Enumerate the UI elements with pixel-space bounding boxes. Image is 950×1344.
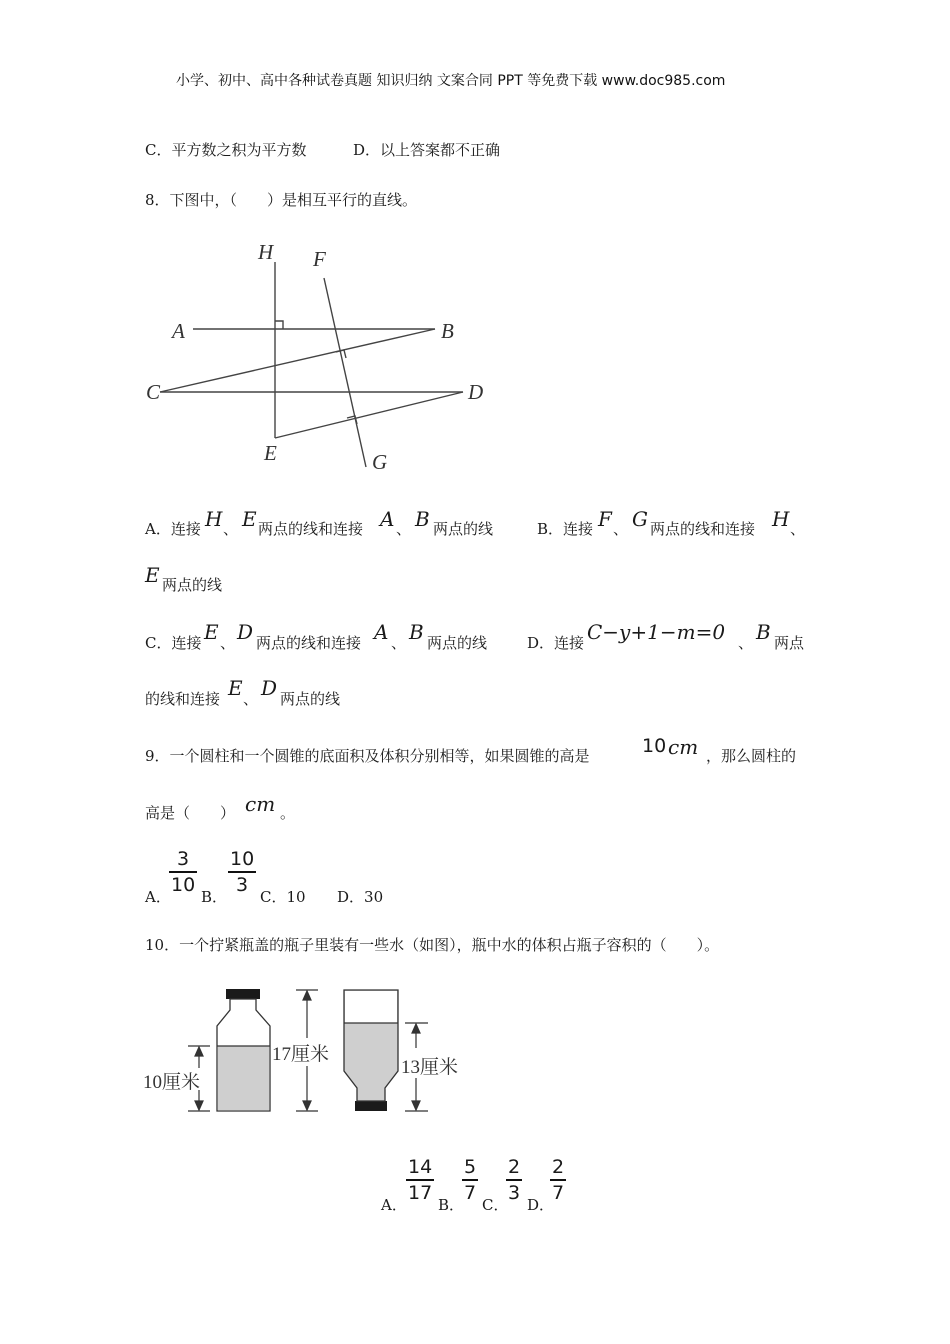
q9-stem-end: ，那么圆柱的 [706,747,797,765]
q8-option-c-sep: 、 [220,634,236,652]
q8-parallel-lines-figure [140,235,500,480]
q8-option-d-suffix: 两点的线 [280,690,341,708]
line-FG [324,278,366,467]
q8-option-d-var1: B [756,620,771,644]
q8-option-b-mid: 两点的线和连接 [650,520,756,538]
q8-option-b-var2: G [632,507,648,531]
q8-stem: 8．下图中，（ ）是相互平行的直线。 [145,191,418,209]
q8-option-c-sep2: 、 [391,634,407,652]
q9-option-b-label: B． [201,888,228,906]
q10-option-b-fraction [462,1156,478,1204]
q8-option-a-prefix: A．连接 [145,520,201,538]
q10-option-d-label: D． [527,1196,555,1214]
q8-option-c-var3: A [374,620,389,644]
q10-option-a-fraction [406,1156,434,1204]
fraction-bar [406,1179,434,1181]
fraction-bar [228,871,256,873]
q8-option-b-sep: 、 [613,520,629,538]
q8-option-d-var3: D [261,676,278,700]
q9-cone-height-value: 10 [642,735,667,757]
q8-option-d-mid: 两点 [774,634,805,652]
q10-option-d-numerator: 2 [552,1156,565,1178]
q10-bottle-figure [140,983,490,1118]
q9-option-a-numerator: 3 [177,848,190,870]
q8-option-c-mid: 两点的线和连接 [256,634,362,652]
label-F: F [313,247,326,271]
bottle2-cap [355,1101,387,1111]
label-E: E [264,441,277,465]
q10-stem: 10．一个拧紧瓶盖的瓶子里装有一些水（如图），瓶中水的体积占瓶子容积的（ ）。 [145,936,720,954]
q8-option-b-suffix: 两点的线 [162,576,223,594]
q9-stem: 9．一个圆柱和一个圆锥的底面积及体积分别相等，如果圆锥的高是 [145,747,590,765]
q8-option-d-prefix: D．连接 [527,634,585,652]
q7-option-c: C．平方数之积为平方数 [145,141,307,159]
bottle1-cap [226,989,260,999]
q10-option-b-numerator: 5 [464,1156,477,1178]
q8-option-a-mid: 两点的线和连接 [258,520,364,538]
q8-option-b-var4: E [145,563,160,587]
q8-option-c-suffix: 两点的线 [427,634,488,652]
q10-option-c-numerator: 2 [508,1156,521,1178]
q9-option-a-fraction [169,848,197,896]
q9-cone-height-unit: cm [668,735,699,759]
q8-option-a-var1: H [205,507,223,531]
q8-option-b-sep2: 、 [790,520,806,538]
q8-option-d-cont: 的线和连接 [145,690,221,708]
right-angle-mark-1 [275,321,283,329]
q8-option-c-var1: E [204,620,219,644]
q9-line2: 高是（ ） [145,804,236,822]
q8-option-d-sep2: 、 [243,690,259,708]
q9-option-c: C．10 [260,888,306,906]
q8-option-d-var2: E [228,676,243,700]
q8-option-d-sep: 、 [738,634,754,652]
q9-line2-end: 。 [280,804,296,822]
label-C: C [146,380,161,404]
label-bottle-height: 17厘米 [272,1044,330,1065]
q8-option-a-var4: B [415,507,430,531]
q10-option-c-denominator: 3 [508,1182,521,1204]
label-H: H [258,240,274,264]
q9-option-b-denominator: 3 [236,874,249,896]
q9-option-b-fraction [228,848,256,896]
q8-option-d-formula: C−y+1−m=0 [587,620,726,644]
label-A: A [172,319,185,343]
q10-option-c-label: C． [482,1196,509,1214]
q8-option-c-prefix: C．连接 [145,634,202,652]
page-header: 小学、初中、高中各种试卷真题 知识归纳 文案合同 PPT 等免费下载 www.doc985.com [176,73,726,89]
q9-unit: cm [245,792,276,816]
q10-option-a-denominator: 17 [408,1182,433,1204]
q8-option-b-var1: F [598,507,612,531]
q7-option-d: D．以上答案都不正确 [353,141,501,159]
q8-option-a-var3: A [380,507,395,531]
q8-option-a-suffix: 两点的线 [433,520,494,538]
q8-option-c-var2: D [237,620,254,644]
q10-option-d-denominator: 7 [552,1182,565,1204]
label-air-height: 13厘米 [401,1057,459,1078]
q10-option-c-fraction [506,1156,522,1204]
q8-option-a-sep2: 、 [396,520,412,538]
line-ED [275,392,463,438]
q9-option-d: D．30 [337,888,384,906]
q8-option-a-var2: E [242,507,257,531]
q10-option-a-label: A． [381,1196,407,1214]
label-B: B [441,319,454,343]
q8-option-b-var3: H [772,507,790,531]
q8-option-a-sep: 、 [223,520,239,538]
line-CB [160,329,435,392]
q10-option-b-denominator: 7 [464,1182,477,1204]
fraction-bar [506,1179,522,1181]
q10-option-b-label: B． [438,1196,465,1214]
label-G: G [372,450,388,474]
q10-option-d-fraction [550,1156,566,1204]
q9-option-a-denominator: 10 [171,874,196,896]
q9-option-b-numerator: 10 [230,848,255,870]
q10-option-a-numerator: 14 [408,1156,433,1178]
q8-option-b-prefix: B．连接 [537,520,594,538]
label-water-height: 10厘米 [143,1072,201,1093]
bottle1-water [218,1046,269,1110]
fraction-bar [550,1179,566,1181]
q8-option-c-var4: B [409,620,424,644]
q9-option-a-label: A． [145,888,171,906]
bottle2-air [345,991,397,1023]
fraction-bar [169,871,197,873]
label-D: D [468,380,484,404]
fraction-bar [462,1179,478,1181]
